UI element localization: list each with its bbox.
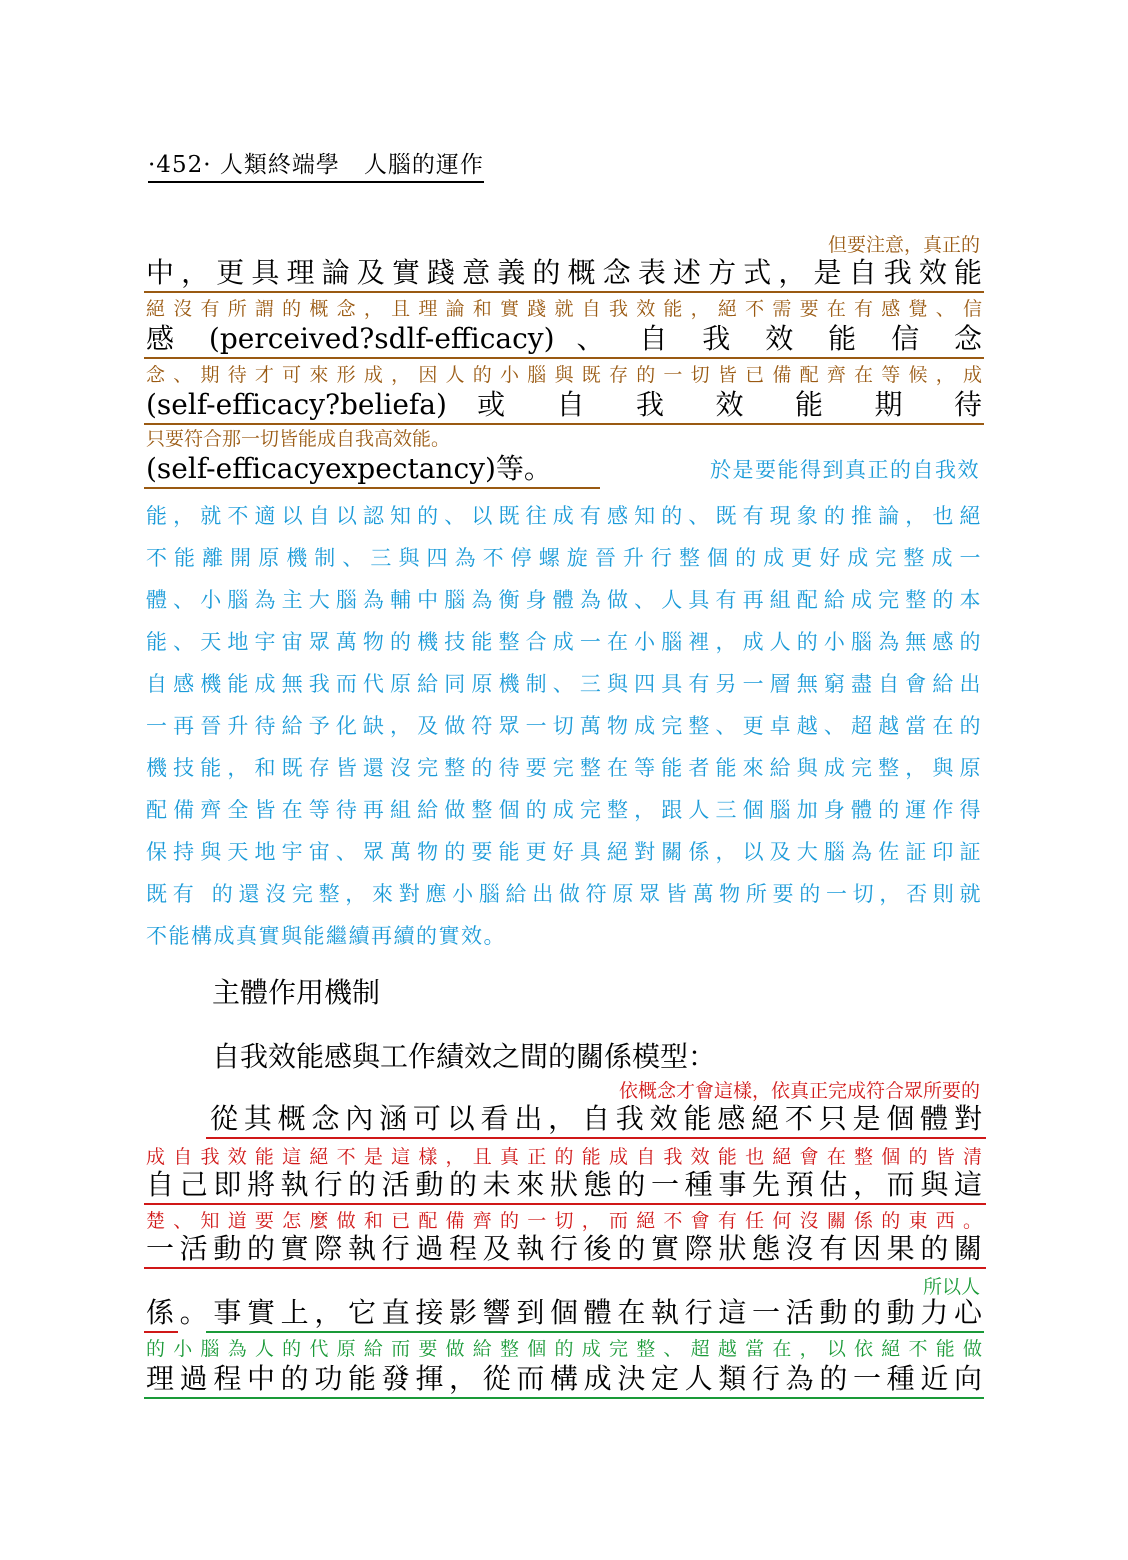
annotation-note: 成自我效能這絕不是這樣，且真正的能成自我效能也絕會在整個的皆清 [146,1146,982,1168]
underline [144,1331,178,1333]
annotation-line: 能，就不適以自以認知的、以既往成有感知的、既有現象的推論，也絕 [146,504,982,528]
section-heading: 主體作用機制 [212,976,381,1009]
underline [144,487,600,489]
text-line: 自己即將執行的活動的未來狀態的一種事先預估，而與這 [146,1168,982,1201]
model-title: 自我效能感與工作績效之間的關係模型： [212,1040,717,1073]
annotation-note: 但要注意，真正的 [827,234,980,256]
underline [206,1137,986,1139]
annotation-note: 念、期待才可來形成，因人的小腦與既存的一切皆已備配齊在等候，成 [146,364,982,386]
underline [144,357,984,359]
text-line: 從其概念內涵可以看出，自我效能感絕不只是個體對 [210,1102,982,1135]
annotation-line: 不能離開原機制、三與四為不停螺旋晉升行整個的成更好成完整成一 [146,546,982,570]
annotation-line: 能、天地宇宙眾萬物的機技能整合成一在小腦裡，成人的小腦為無感的 [146,630,982,654]
annotation-inline: 於是要能得到真正的自我效 [710,458,980,482]
underline [144,423,984,425]
text-line: 理過程中的功能發揮，從而構成決定人類行為的一種近向 [146,1362,982,1395]
text-line: 中，更具理論及實踐意義的概念表述方式，是自我效能 [146,256,982,289]
annotation-note: 的小腦為人的代原給而要做給整個的成完整、超越當在，以依絕不能做 [146,1338,982,1360]
annotation-note: 絕沒有所謂的概念，且理論和實踐就自我效能，絕不需要在有感覺、信 [146,298,982,320]
annotation-line: 體、小腦為主大腦為輔中腦為衡身體為做、人具有再組配給成完整的本 [146,588,982,612]
annotation-line: 既有 的還沒完整，來對應小腦給出做符原眾皆萬物所要的一切，否則就 [146,882,982,906]
text-line: (self-efficacyexpectancy)等。 [146,452,552,485]
annotation-line: 機技能，和既存皆還沒完整的待要完整在等能者能來給與成完整，與原 [146,756,982,780]
annotation-note: 所以人 [922,1276,980,1298]
annotation-note: 楚、知道要怎麼做和已配備齊的一切，而絕不會有任何沒關係的東西。 [146,1210,982,1232]
annotation-line: 保持與天地宇宙、眾萬物的要能更好具絕對關係，以及大腦為佐証印証 [146,840,982,864]
text-line: 一活動的實際執行過程及執行後的實際狀態沒有因果的關 [146,1232,982,1265]
text-line: (self-efficacy?beliefa) 或 自 我 效 能 期 待 [146,388,982,421]
underline [144,1397,984,1399]
annotation-line: 配備齊全皆在等待再組給做整個的成完整，跟人三個腦加身體的運作得 [146,798,982,822]
underline [144,1203,986,1205]
annotation-note: 只要符合那一切皆能成自我高效能。 [146,428,451,450]
page-header: ·452· 人類終端學 人腦的運作 [148,146,484,183]
annotation-line: 不能構成真實與能繼續再續的實效。 [146,924,506,948]
underline [144,1267,986,1269]
text-line: 感 (perceived?sdlf-efficacy) 、 自 我 效 能 信 念 [146,322,982,355]
annotation-line: 一再晉升待給予化缺，及做符眾一切萬物成完整、更卓越、超越當在的 [146,714,982,738]
annotation-line: 自感機能成無我而代原給同原機制、三與四具有另一層無窮盡自會給出 [146,672,982,696]
text-line: 係。事實上，它直接影響到個體在執行這一活動的動力心 [146,1296,982,1329]
annotation-note: 依概念才會這樣，依真正完成符合眾所要的 [618,1080,980,1102]
underline [206,1331,984,1333]
underline [144,291,984,293]
